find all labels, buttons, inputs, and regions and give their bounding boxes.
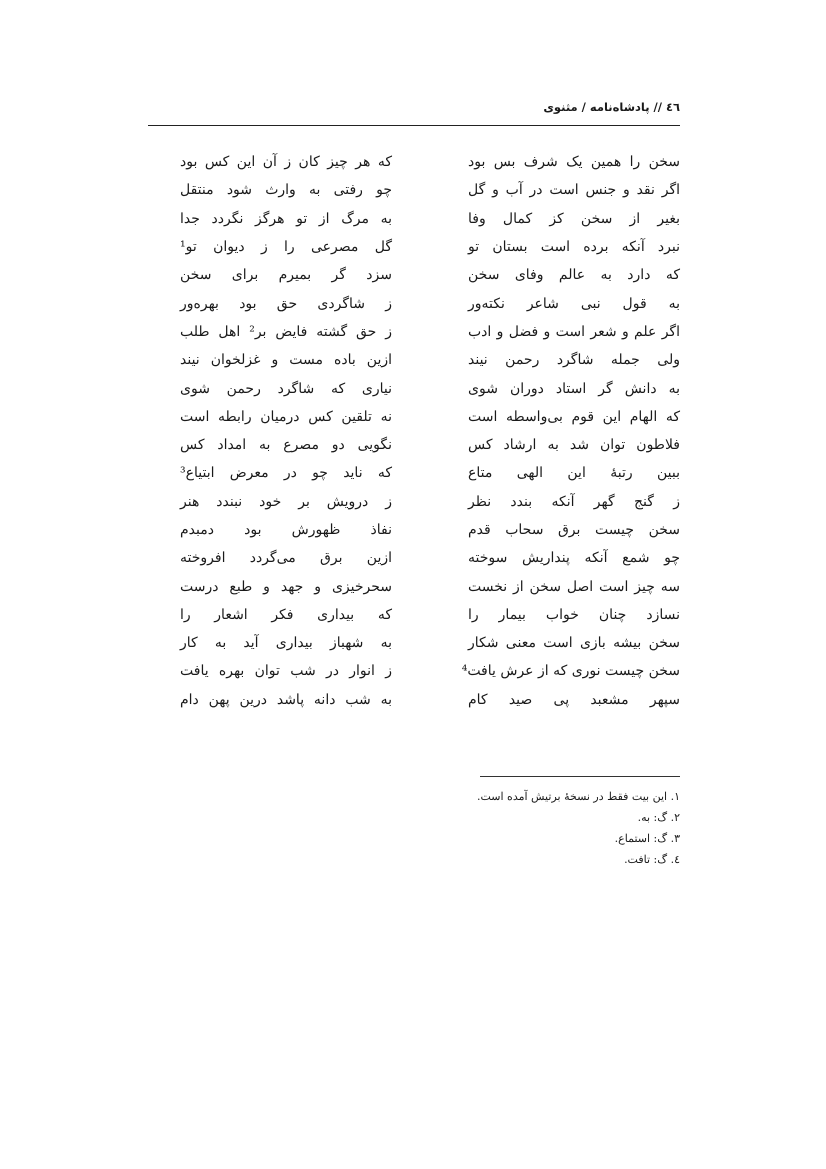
right-hemistich: سخن چیست برق سحاب قدم — [468, 522, 680, 538]
left-hemistich: سحرخیزی و جهد و طبع درست — [180, 578, 392, 595]
footnote: ٤. گ: تافت. — [624, 853, 680, 866]
right-hemistich: نبرد آنکه برده است بستان تو — [468, 239, 680, 256]
left-hemistich: که هر چیز کان ز آن این کس بود — [180, 154, 392, 171]
verse-row — [180, 488, 680, 516]
right-hemistich: سپهر مشعبد پی صید کام — [468, 691, 680, 708]
right-hemistich: به قول نبی شاعر نکته‌ور — [468, 295, 680, 312]
verse-row — [180, 544, 680, 572]
verse-row — [180, 261, 680, 289]
left-hemistich: نیاری که شاگرد رحمن شوی — [180, 380, 392, 397]
left-hemistich: چو رفتی به وارث شود منتقل — [180, 182, 392, 199]
right-hemistich: بغیر از سخن کز کمال وفا — [468, 210, 680, 227]
right-hemistich: نسازد چنان خواب بیمار را — [468, 606, 680, 623]
left-hemistich: ازین باده مست و غزلخوان نیند — [180, 352, 392, 369]
verse-row — [180, 686, 680, 714]
left-hemistich: نفاذ ظهورش بود دمبدم — [180, 522, 392, 538]
right-hemistich: سخن بیشه بازی است معنی شکار — [468, 635, 680, 652]
verse-row — [180, 601, 680, 629]
right-hemistich: ببین رتبهٔ این الهی متاع — [468, 465, 680, 482]
right-hemistich: فلاطون توان شد به ارشاد کس — [468, 437, 680, 454]
left-hemistich: ز انوار در شب توان بهره یافت — [180, 663, 392, 680]
verse-row — [180, 516, 680, 544]
verse-row — [180, 572, 680, 600]
footnote-rule — [480, 776, 680, 777]
left-hemistich: ز شاگردی حق بود بهره‌ور — [180, 295, 392, 312]
verse-row — [180, 233, 680, 261]
left-hemistich: به شب دانه پاشد درین پهن دام — [180, 691, 392, 708]
right-hemistich: سخن چیست نوری که از عرش یافت⁴ — [461, 663, 680, 680]
right-hemistich: که دارد به عالم وفای سخن — [468, 267, 680, 284]
verse-row — [180, 459, 680, 487]
left-hemistich: که ناید چو در معرض ابتیاع³ — [180, 465, 392, 482]
verse-row — [180, 629, 680, 657]
left-hemistich: سزد گر بمیرم برای سخن — [180, 267, 392, 284]
running-head: ٤٦ // پادشاه‌نامه / مثنوی — [543, 100, 680, 114]
verse-row — [180, 289, 680, 317]
verse-row — [180, 346, 680, 374]
left-hemistich: ازین برق می‌گردد افروخته — [180, 550, 392, 567]
footnote: ١. این بیت فقط در نسخهٔ برتیش آمده است. — [476, 790, 680, 803]
right-hemistich: به دانش گر استاد دوران شوی — [468, 380, 680, 397]
verse-row — [180, 657, 680, 685]
left-hemistich: به مرگ از تو هرگز نگردد جدا — [180, 210, 392, 227]
verse-row — [180, 374, 680, 402]
left-hemistich: نه تلقین کس درمیان رابطه است — [180, 408, 392, 425]
page-header — [148, 100, 680, 122]
footnote: ٣. گ: استماع. — [614, 832, 680, 845]
left-hemistich: نگویی دو مصرع به امداد کس — [180, 437, 392, 454]
left-hemistich: ز حق گشته فایض بر² اهل طلب — [180, 323, 392, 340]
left-hemistich: گل مصرعی را ز دیوان تو¹ — [180, 239, 392, 256]
right-hemistich: اگر نقد و جنس است در آب و گل — [468, 182, 680, 199]
verse-row — [180, 403, 680, 431]
left-hemistich: ز درویش بر خود نبندد هنر — [180, 493, 392, 510]
verse-row — [180, 176, 680, 204]
poem-body — [180, 148, 680, 714]
right-hemistich: چو شمع آنکه پنداریش سوخته — [468, 550, 680, 567]
verse-row — [180, 148, 680, 176]
footnote: ٢. گ: به. — [637, 811, 680, 824]
verse-row — [180, 205, 680, 233]
right-hemistich: ز گنج گهر آنکه بندد نظر — [468, 493, 680, 510]
right-hemistich: که الهام این قوم بی‌واسطه است — [468, 408, 680, 425]
verse-row — [180, 318, 680, 346]
right-hemistich: سه چیز است اصل سخن از نخست — [468, 578, 680, 595]
right-hemistich: اگر علم و شعر است و فضل و ادب — [468, 323, 680, 340]
right-hemistich: سخن را همین یک شرف بس بود — [468, 154, 680, 171]
verse-row — [180, 431, 680, 459]
right-hemistich: ولی جمله شاگرد رحمن نیند — [468, 352, 680, 369]
header-rule — [148, 125, 680, 126]
left-hemistich: که بیداری فکر اشعار را — [180, 606, 392, 623]
footnotes — [400, 790, 680, 874]
left-hemistich: به شهباز بیداری آید به کار — [180, 635, 392, 652]
